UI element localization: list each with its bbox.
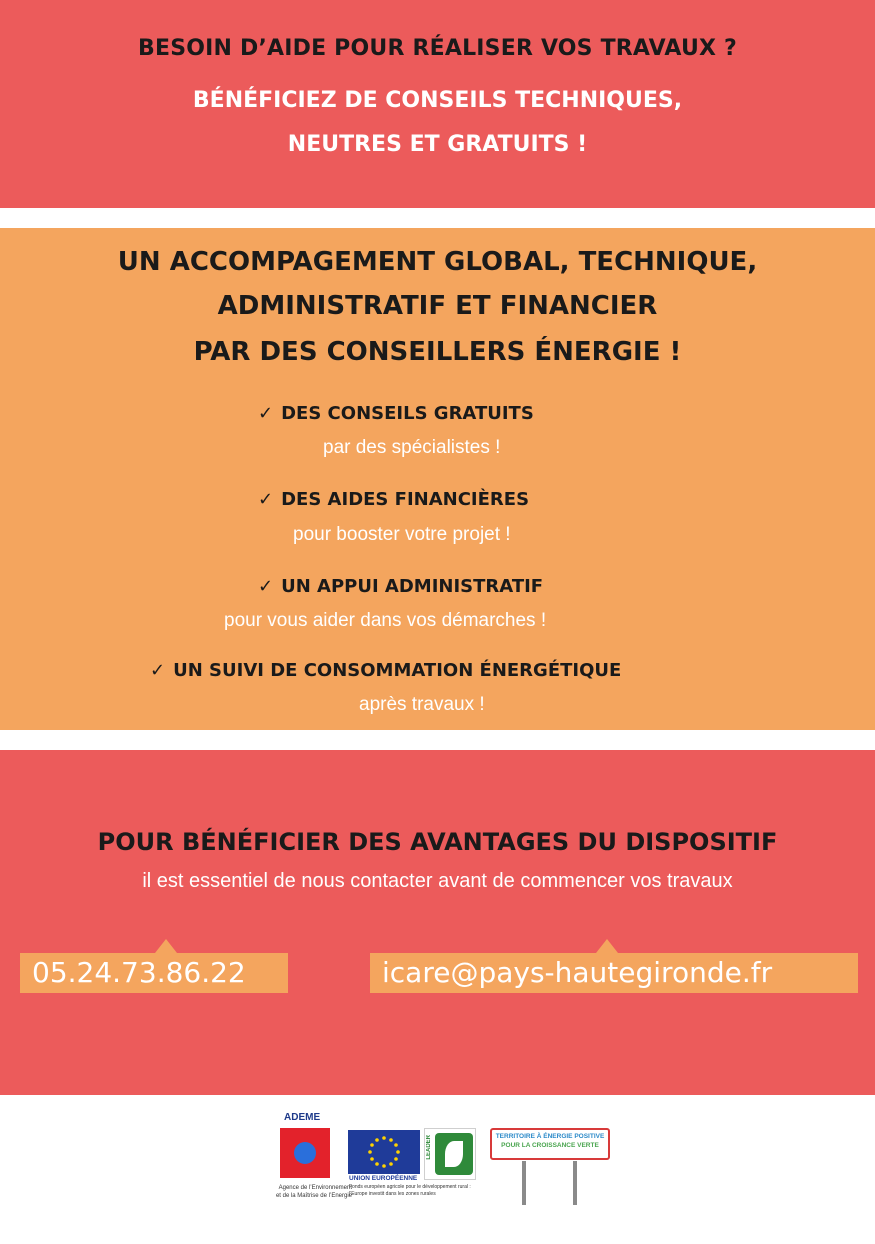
benefit-item-3-title — [258, 576, 543, 597]
accompaniment-heading-line-1: UN ACCOMPAGEMENT GLOBAL, TECHNIQUE, — [117, 247, 758, 277]
accompaniment-heading-line-2: ADMINISTRATIF ET FINANCIER — [217, 291, 658, 321]
benefit-item-2-subtitle: pour booster votre projet ! — [293, 524, 511, 545]
contact-band — [0, 750, 875, 1095]
ademe-logo-name: ADEME — [284, 1112, 321, 1123]
benefit-title: DES AIDES FINANCIÈRES — [281, 489, 530, 510]
sign-post-right — [573, 1161, 577, 1205]
tepcv-sign — [490, 1128, 610, 1160]
leader-icon — [435, 1133, 473, 1175]
eu-flag-icon — [348, 1130, 420, 1174]
benefit-title: DES CONSEILS GRATUITS — [281, 403, 534, 424]
header-line-3: NEUTRES ET GRATUITS ! — [287, 132, 588, 157]
benefit-item-4-subtitle: après travaux ! — [359, 694, 485, 715]
benefit-item-4-title — [150, 660, 621, 681]
leaf-icon — [445, 1141, 463, 1167]
sign-post-left — [522, 1161, 526, 1205]
ademe-caption-line-2: et de la Maîtrise de l’Energie — [275, 1193, 352, 1199]
benefit-title: UN SUIVI DE CONSOMMATION ÉNERGÉTIQUE — [173, 660, 622, 681]
benefit-item-1-title — [258, 403, 534, 424]
header-line-2: BÉNÉFICIEZ DE CONSEILS TECHNIQUES, — [192, 88, 683, 113]
benefit-title: UN APPUI ADMINISTRATIF — [281, 576, 544, 597]
ademe-caption — [262, 1184, 352, 1200]
eu-label: UNION EUROPÉENNE — [349, 1175, 418, 1182]
benefit-item-2-title — [258, 489, 529, 510]
globe-icon — [294, 1142, 316, 1164]
eu-caption-line-1: Fonds européen agricole pour le développement rural : — [349, 1184, 471, 1190]
leader-label: LEADER — [426, 1135, 432, 1160]
eu-caption — [349, 1184, 477, 1198]
phone-callout-notch — [155, 939, 177, 953]
tepcv-line-1: TERRITOIRE À ÉNERGIE POSITIVE — [495, 1133, 605, 1140]
ademe-logo-icon — [280, 1128, 330, 1178]
ademe-caption-line-1: Agence de l’Environnement — [278, 1185, 352, 1191]
benefit-item-3-subtitle: pour vous aider dans vos démarches ! — [224, 610, 547, 631]
check-icon: ✓ — [150, 660, 166, 681]
tepcv-line-2: POUR LA CROISSANCE VERTE — [501, 1142, 599, 1149]
eu-stars-icon — [348, 1130, 420, 1174]
check-icon: ✓ — [258, 576, 274, 597]
email-address[interactable]: icare@pays-hautegironde.fr — [370, 953, 858, 993]
contact-subheading: il est essentiel de nous contacter avant de commencer vos travaux — [142, 870, 733, 892]
check-icon: ✓ — [258, 489, 274, 510]
eu-caption-line-2: l’Europe investit dans les zones rurales — [349, 1191, 436, 1197]
email-callout-notch — [596, 939, 618, 953]
accompaniment-heading-line-3: PAR DES CONSEILLERS ÉNERGIE ! — [193, 337, 682, 367]
check-icon: ✓ — [258, 403, 274, 424]
benefit-item-1-subtitle: par des spécialistes ! — [323, 437, 501, 458]
header-question: BESOIN D’AIDE POUR RÉALISER VOS TRAVAUX ? — [138, 36, 737, 61]
contact-heading: POUR BÉNÉFICIER DES AVANTAGES DU DISPOSITIF — [97, 828, 778, 856]
phone-number[interactable]: 05.24.73.86.22 — [20, 953, 288, 993]
leader-logo — [424, 1128, 476, 1180]
